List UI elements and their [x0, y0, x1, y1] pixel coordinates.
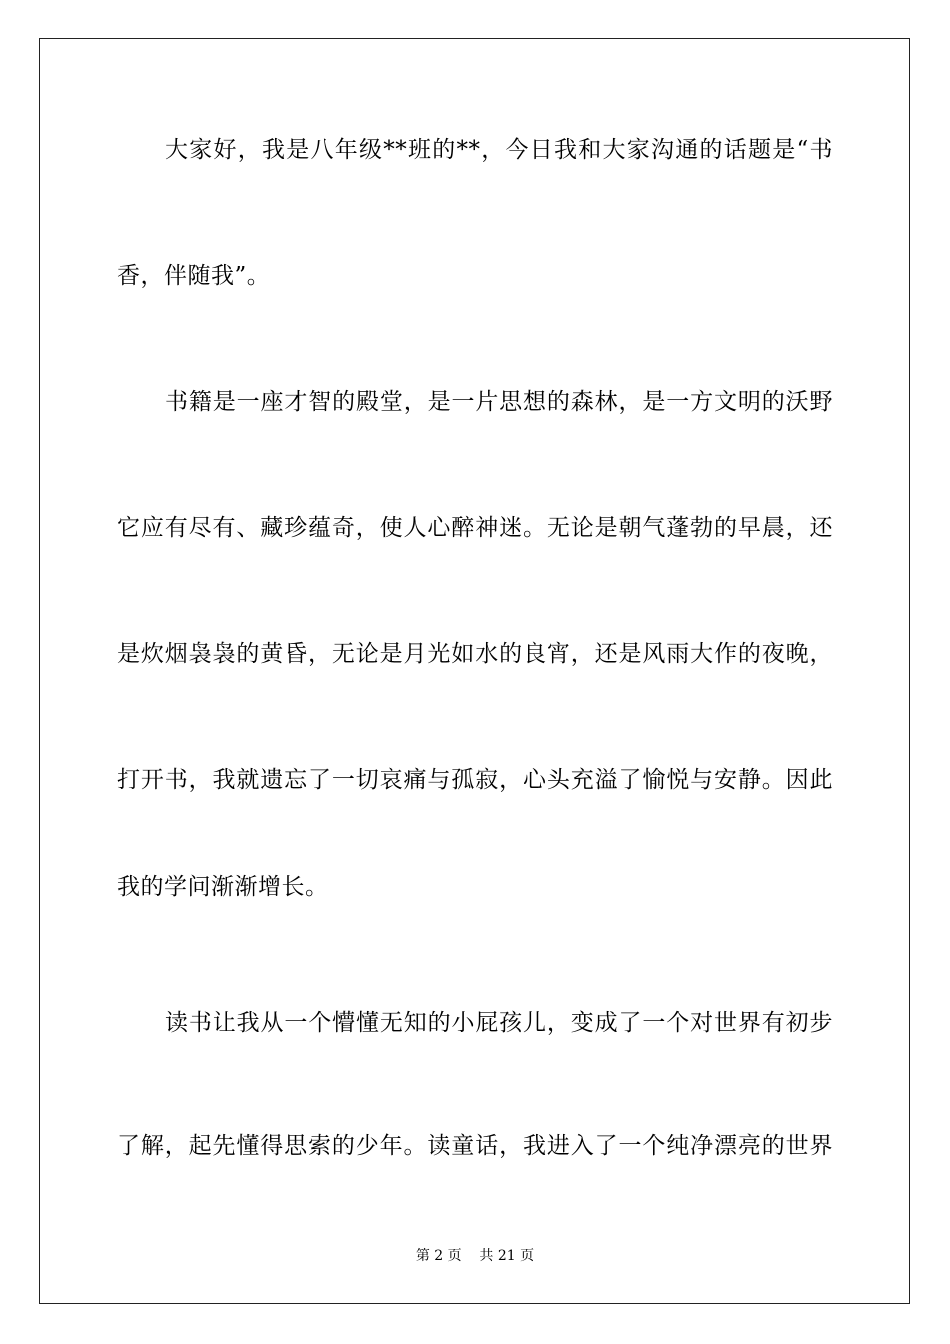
paragraph-2-line-1: 书籍是一座才智的殿堂，是一片思想的森林，是一方文明的沃野: [165, 389, 833, 415]
paragraph-2-line-4: 打开书，我就遗忘了一切哀痛与孤寂，心头充溢了愉悦与安静。因此: [117, 767, 833, 793]
paragraph-2-line-2: 它应有尽有、藏珍蕴奇，使人心醉神迷。无论是朝气蓬勃的早晨，还: [117, 515, 833, 541]
page-number-footer: 第 2 页 共 21 页: [415, 1248, 535, 1264]
paragraph-3-line-1: 读书让我从一个懵懂无知的小屁孩儿，变成了一个对世界有初步: [165, 1010, 833, 1036]
paragraph-3-line-2: 了解，起先懂得思索的少年。读童话，我进入了一个纯净漂亮的世界: [117, 1133, 833, 1159]
paragraph-1-line-2: 香，伴随我”。: [117, 263, 271, 289]
paragraph-1-line-1: 大家好，我是八年级**班的**，今日我和大家沟通的话题是“书: [165, 137, 833, 163]
paragraph-2-line-3: 是炊烟袅袅的黄昏，无论是月光如水的良宵，还是风雨大作的夜晚，: [117, 641, 833, 667]
page-frame: [39, 38, 910, 1304]
paragraph-2-line-5: 我的学问渐渐增长。: [117, 874, 329, 900]
